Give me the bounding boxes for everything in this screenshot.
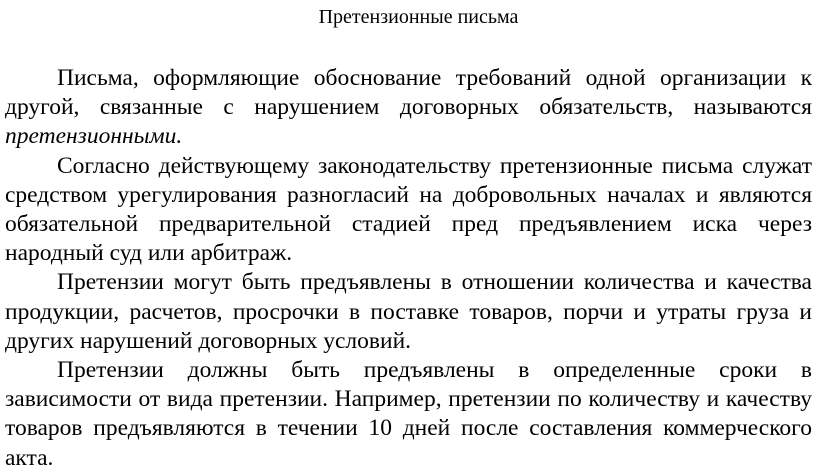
paragraph-definition-text: Письма, оформляющие обоснование требований одной организации к другой, связанные с нарушением договорных обязательств, называются (5, 65, 812, 121)
paragraph-claim-subjects: Претензии могут быть предъявлены в отношении количества и качества продукции, расчетов, просрочки в поставке товаров, порчи и утраты груза и других нарушений договорных условий. (5, 269, 812, 354)
paragraph-claim-deadlines: Претензии должны быть предъявлены в определенные сроки в зависимости от вида претензии. Например, претензии по количеству и качеству товаров предъявляются в течении 10 дней после составления коммерческого акта. (5, 357, 812, 471)
paragraph-definition (5, 64, 812, 152)
paragraph-legislation: Согласно действующему законодательству претензионные письма служат средством урегулирования разногласий на добровольных началах и являются обязательной предварительной стадией пред предъявлением иска через народный суд или арбитраж. (5, 152, 812, 267)
document-title: Претензионные письма (318, 6, 519, 28)
italic-term: претензионными. (5, 123, 183, 150)
